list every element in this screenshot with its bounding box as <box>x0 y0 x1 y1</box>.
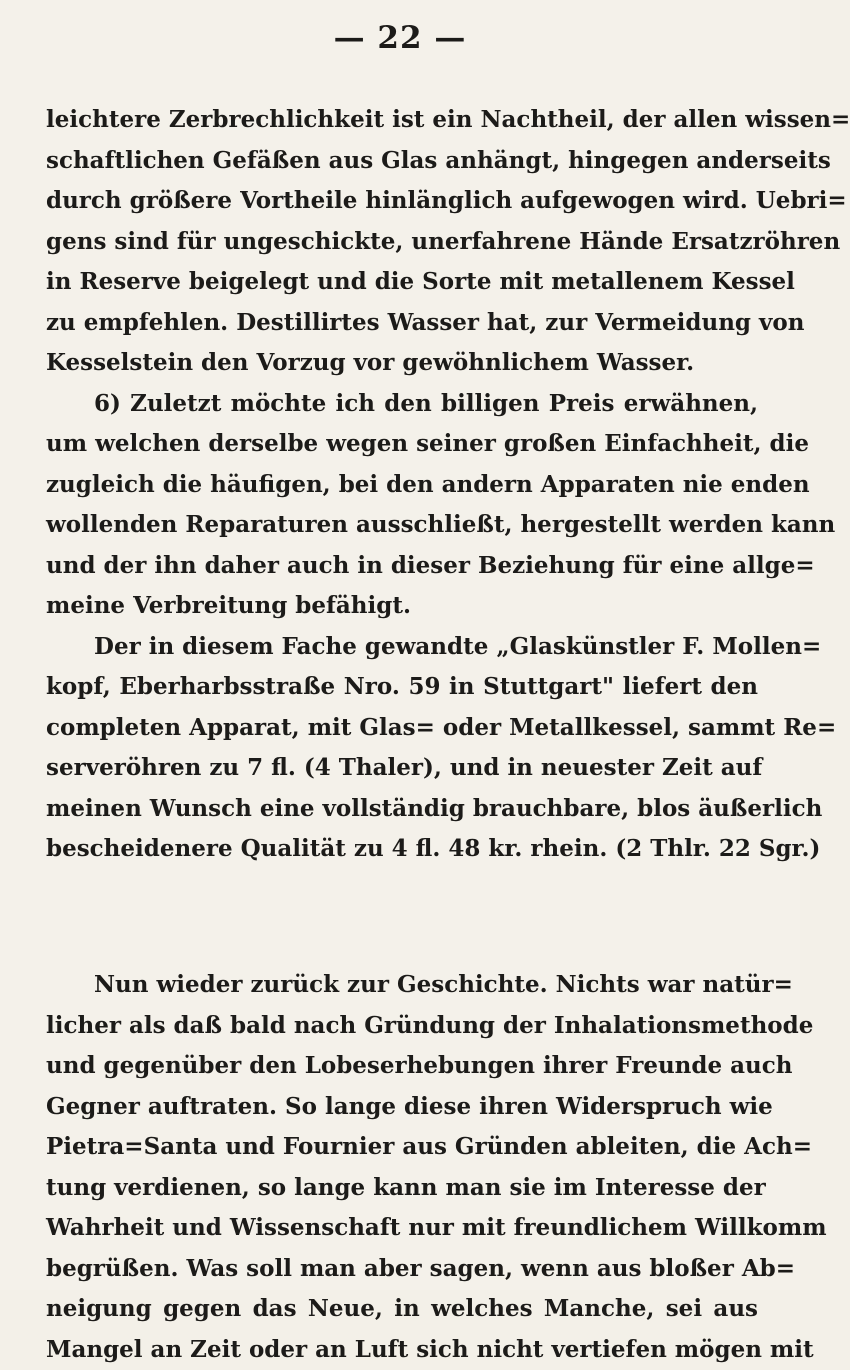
text-line: schaftlichen Gefäßen aus Glas anhängt, hingegen anderseits <box>46 141 758 182</box>
text-line: in Reserve beigelegt und die Sorte mit metallenem Kessel <box>46 262 758 303</box>
text-line: Kesselstein den Vorzug vor gewöhnlichem Wasser. <box>46 343 758 384</box>
text-line: gens sind für ungeschickte, unerfahrene Hände Ersatzröhren <box>46 222 758 263</box>
text-line: serveröhren zu 7 fl. (4 Thaler), und in neuester Zeit auf <box>46 748 758 789</box>
text-line: Mangel an Zeit oder an Luft sich nicht vertiefen mögen mit <box>46 1330 758 1370</box>
text-line: leichtere Zerbrechlichkeit ist ein Nachtheil, der allen wissen= <box>46 100 758 141</box>
text-block-upper <box>46 100 758 870</box>
text-block-lower <box>46 965 758 1370</box>
text-line: bescheidenere Qualität zu 4 fl. 48 kr. rhein. (2 Thlr. 22 Sgr.) <box>46 829 758 870</box>
text-line: und der ihn daher auch in dieser Beziehung für eine allge= <box>46 546 758 587</box>
text-line: tung verdienen, so lange kann man sie im Interesse der <box>46 1168 758 1209</box>
text-line: licher als daß bald nach Gründung der Inhalationsmethode <box>46 1006 758 1047</box>
text-line: neigung gegen das Neue, in welches Manche, sei aus <box>46 1289 758 1330</box>
text-line: durch größere Vortheile hinlänglich aufgewogen wird. Uebri= <box>46 181 758 222</box>
text-line: und gegenüber den Lobeserhebungen ihrer Freunde auch <box>46 1046 758 1087</box>
text-line: um welchen derselbe wegen seiner großen Einfachheit, die <box>46 424 758 465</box>
text-line: Gegner auftraten. So lange diese ihren Widerspruch wie <box>46 1087 758 1128</box>
text-line: zu empfehlen. Destillirtes Wasser hat, zur Vermeidung von <box>46 303 758 344</box>
text-line: meine Verbreitung befähigt. <box>46 586 758 627</box>
text-line: kopf, Eberharbsstraße Nro. 59 in Stuttgart" liefert den <box>46 667 758 708</box>
text-line: meinen Wunsch eine vollständig brauchbare, blos äußerlich <box>46 789 758 830</box>
text-line: 6) Zuletzt möchte ich den billigen Preis erwähnen, <box>46 384 758 425</box>
text-line: begrüßen. Was soll man aber sagen, wenn aus bloßer Ab= <box>46 1249 758 1290</box>
text-line: Wahrheit und Wissenschaft nur mit freundlichem Willkomm <box>46 1208 758 1249</box>
text-line: Nun wieder zurück zur Geschichte. Nichts war natür= <box>46 965 758 1006</box>
text-line: completen Apparat, mit Glas= oder Metallkessel, sammt Re= <box>46 708 758 749</box>
page-number: — 22 — <box>0 20 800 56</box>
text-line: Der in diesem Fache gewandte „Glaskünstler F. Mollen= <box>46 627 758 668</box>
text-line: wollenden Reparaturen ausschließt, hergestellt werden kann <box>46 505 758 546</box>
text-line: zugleich die häufigen, bei den andern Apparaten nie enden <box>46 465 758 506</box>
text-line: Pietra=Santa und Fournier aus Gründen ableiten, die Ach= <box>46 1127 758 1168</box>
